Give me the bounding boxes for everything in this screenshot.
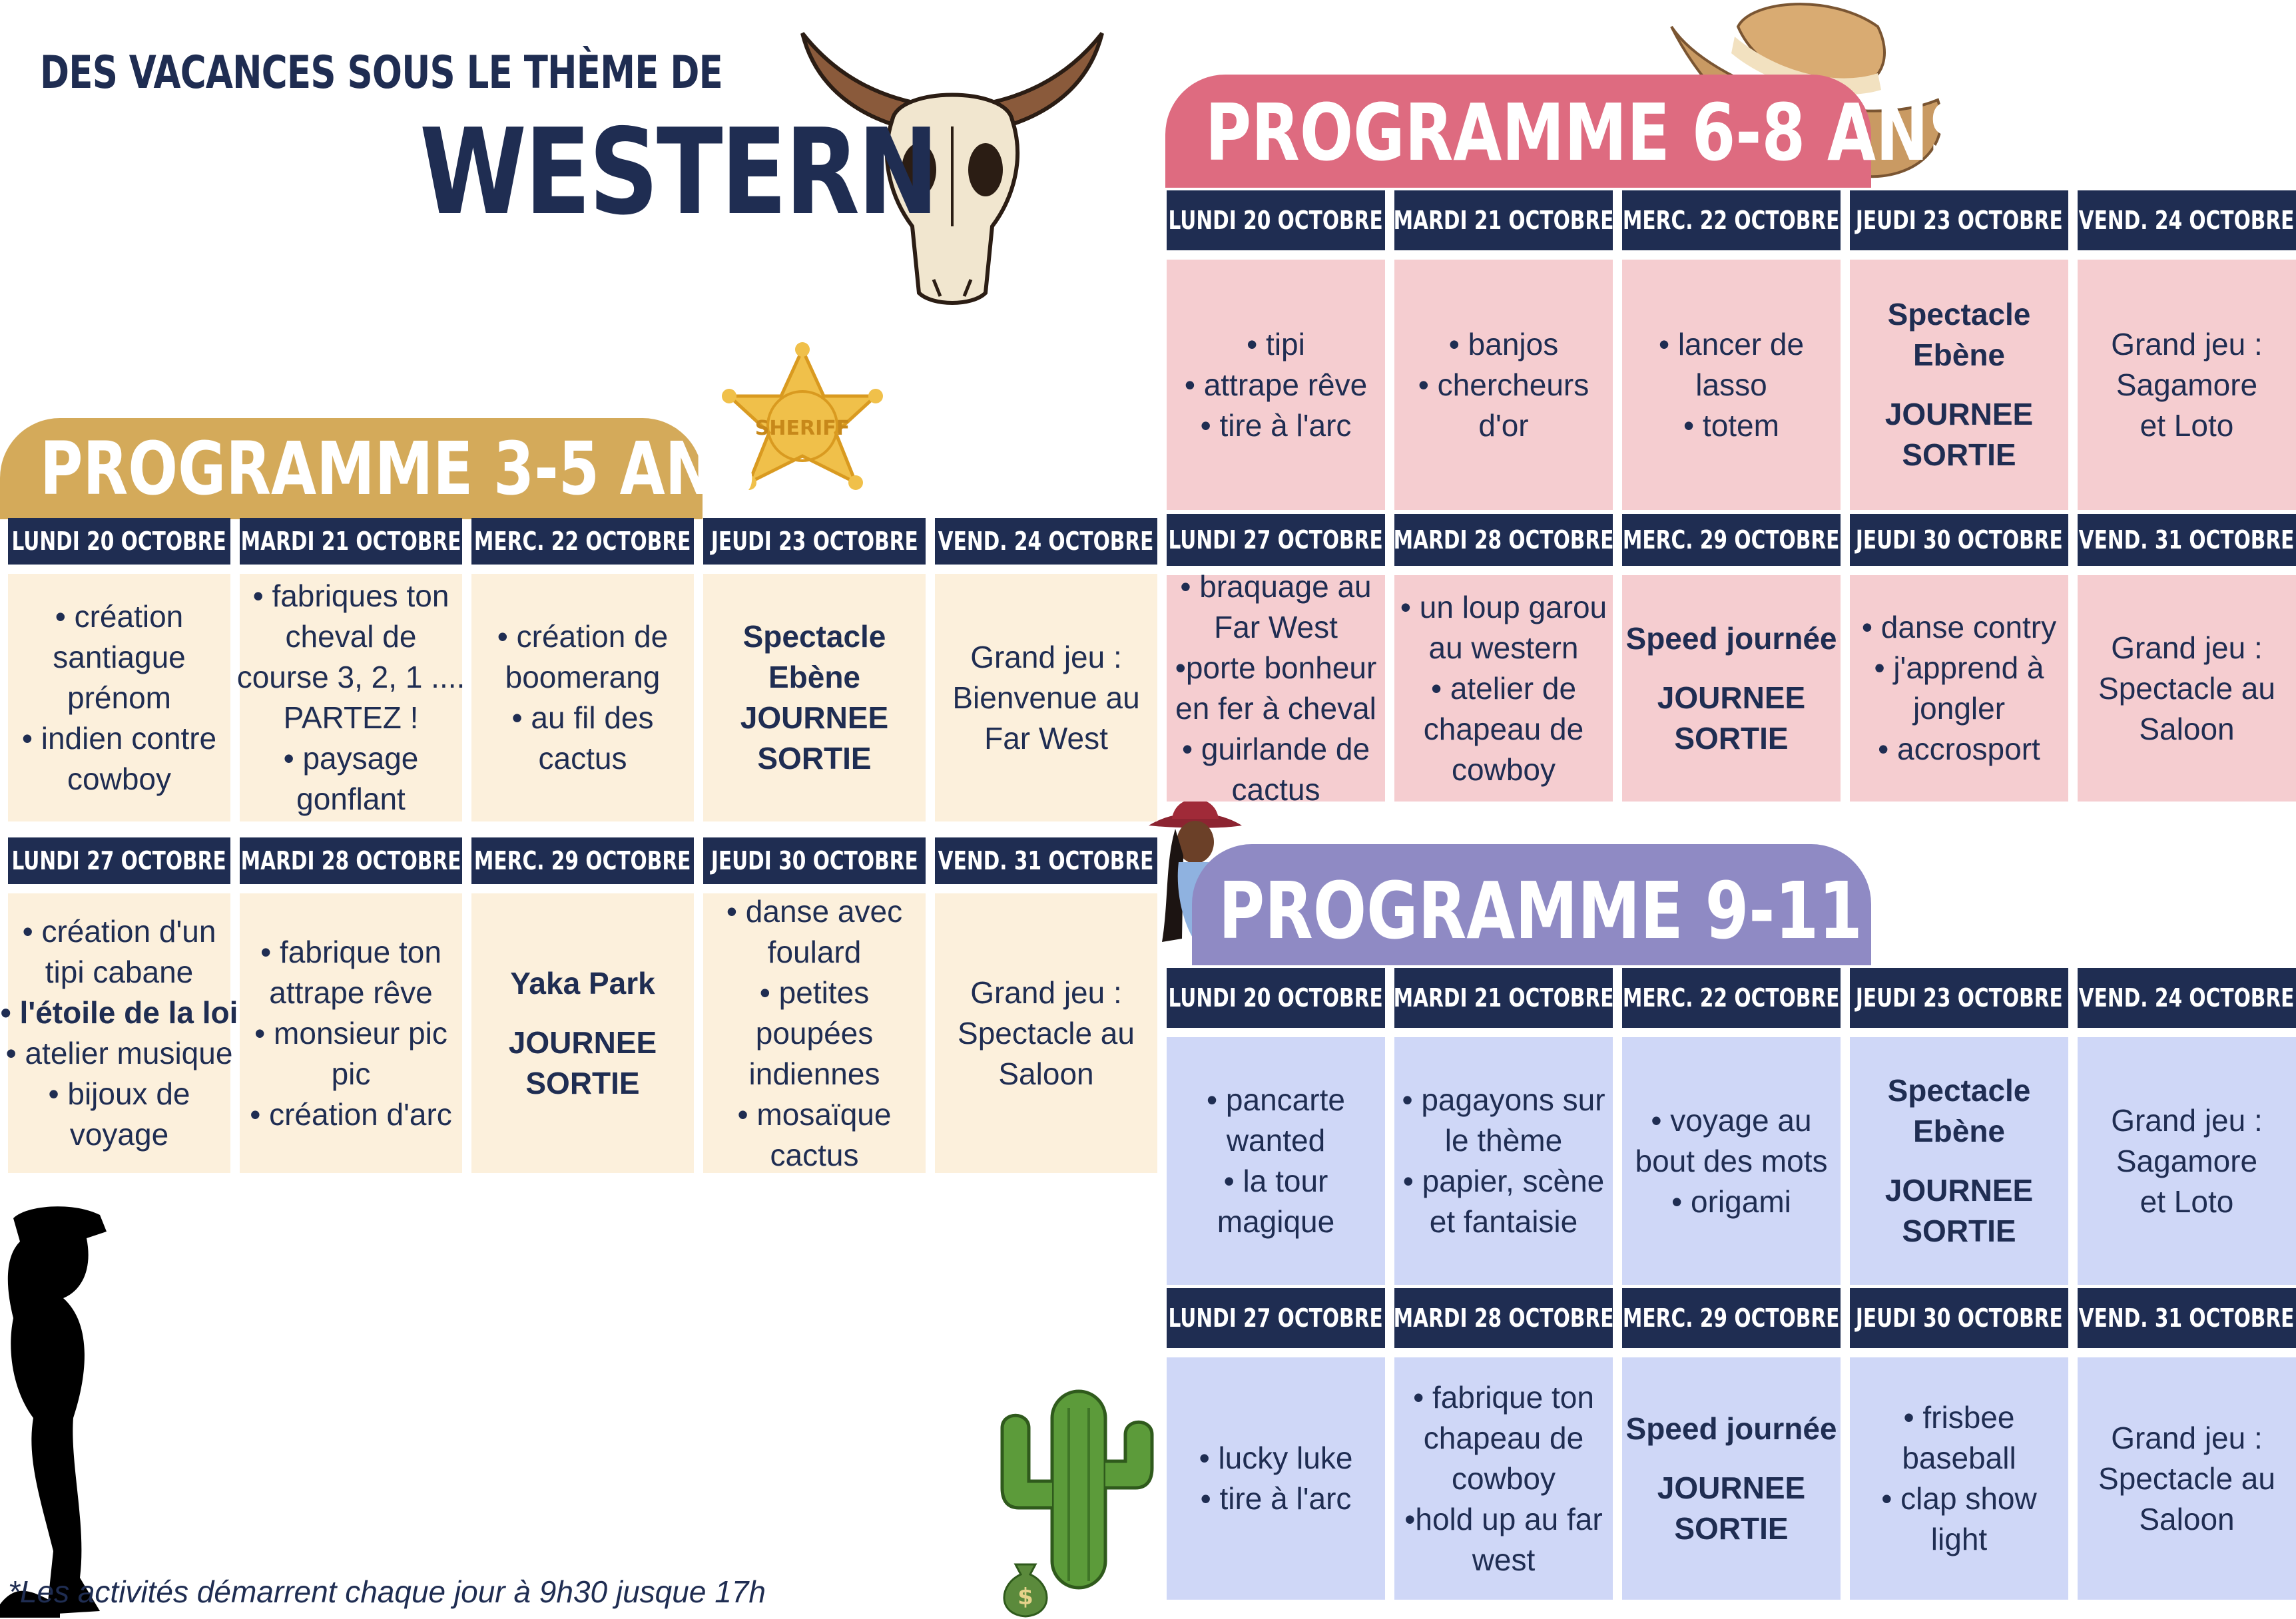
activity-cell <box>1167 1037 1385 1285</box>
activity-line: Yaka Park <box>510 965 655 1001</box>
activity-line: • origami <box>1671 1184 1791 1219</box>
day-header-label: MARDI 28 OCTOBRE <box>1393 525 1614 555</box>
day-header <box>1622 514 1841 566</box>
activity-line: foulard <box>767 934 862 969</box>
activity-line: JOURNEE <box>1884 397 2034 431</box>
activity-cell <box>1394 260 1613 510</box>
activity-line: PARTEZ ! <box>283 700 419 735</box>
activity-line: chapeau de <box>1423 1420 1584 1455</box>
activity-cell <box>1167 569 1385 807</box>
program-3-5-title: PROGRAMME 3-5 ANS <box>40 426 756 511</box>
activity-cell <box>1622 1037 1841 1285</box>
activity-cell <box>2078 260 2296 510</box>
activity-line: JOURNEE <box>1657 1470 1806 1505</box>
day-header <box>1167 1288 1385 1348</box>
day-header <box>2078 968 2296 1028</box>
activity-line: • l'étoile de la loi <box>0 995 238 1030</box>
day-header <box>1394 514 1613 566</box>
day-header <box>240 518 462 565</box>
day-header <box>1394 1288 1613 1348</box>
activity-line: • création <box>55 598 184 634</box>
day-header-label: VEND. 31 OCTOBRE <box>938 846 1154 875</box>
day-header <box>2078 190 2296 250</box>
activity-cell <box>1850 575 2068 802</box>
activity-line: Grand jeu : <box>2111 630 2263 665</box>
day-header <box>240 837 462 884</box>
activity-line: indiennes <box>748 1056 880 1091</box>
day-header-label: LUNDI 27 OCTOBRE <box>1168 525 1384 555</box>
activity-line: • frisbee <box>1903 1400 2015 1435</box>
activity-line: Grand jeu : <box>2111 326 2263 361</box>
activity-cell <box>703 893 926 1173</box>
day-header-label: MARDI 21 OCTOBRE <box>1393 206 1614 235</box>
activity-line: • au fil des <box>511 700 654 735</box>
activity-line: •porte bonheur <box>1175 650 1377 685</box>
activity-line: • attrape rêve <box>1184 367 1368 402</box>
schedule-3-5-week2 <box>0 837 1157 1173</box>
activity-cell <box>471 574 694 821</box>
activity-line: cowboy <box>1452 752 1556 787</box>
activity-line: SORTIE <box>1674 1510 1789 1546</box>
activity-line: le thème <box>1444 1123 1563 1158</box>
day-header-label: MERC. 29 OCTOBRE <box>1623 525 1840 555</box>
day-header <box>471 837 694 884</box>
activity-line: boomerang <box>505 660 661 694</box>
activity-line: Spectacle <box>742 619 886 654</box>
day-header <box>935 837 1157 884</box>
schedule-6-8-week2 <box>1167 514 2296 807</box>
activity-line: cactus <box>1231 772 1320 807</box>
day-header-label: MERC. 22 OCTOBRE <box>1623 206 1840 235</box>
day-header-label: JEUDI 23 OCTOBRE <box>1855 206 2063 235</box>
activity-line: Spectacle <box>1887 297 2031 332</box>
activity-line: • un loup garou <box>1400 589 1607 624</box>
activity-cell <box>1622 260 1841 510</box>
day-header-label: JEUDI 30 OCTOBRE <box>1855 525 2063 555</box>
day-header <box>1850 190 2068 250</box>
day-header <box>1394 190 1613 250</box>
activity-line: tipi cabane <box>45 955 194 989</box>
activity-line: • papier, scène <box>1402 1164 1605 1198</box>
activity-line: • fabrique ton <box>260 934 441 969</box>
activity-line: JOURNEE <box>1884 1173 2034 1208</box>
activity-line: • création d'arc <box>250 1096 452 1132</box>
activity-line: santiague <box>53 639 186 674</box>
activity-line: et fantaisie <box>1429 1204 1578 1239</box>
activity-line: • tipi <box>1247 326 1305 361</box>
activity-line: chapeau de <box>1423 711 1584 746</box>
day-header-label: JEUDI 23 OCTOBRE <box>711 527 918 556</box>
activity-line: Spectacle au <box>958 1015 1135 1050</box>
activity-line: • banjos <box>1448 326 1559 361</box>
footnote: *Les activités démarrent chaque jour à 9h30 jusque 17h <box>8 1574 766 1609</box>
activity-line: SORTIE <box>1674 720 1789 756</box>
day-header <box>1850 1288 2068 1348</box>
day-header <box>1850 968 2068 1028</box>
day-header <box>1622 1288 1841 1348</box>
program-6-8-tab <box>1165 75 1974 188</box>
activity-cell <box>1622 575 1841 802</box>
activity-line: • paysage <box>283 741 419 776</box>
activity-line: Ebène <box>1912 1114 2006 1148</box>
day-header-label: VEND. 24 OCTOBRE <box>2079 206 2295 235</box>
day-header <box>471 518 694 565</box>
activity-line: • atelier musique <box>5 1036 233 1070</box>
activity-line: JOURNEE <box>740 700 889 735</box>
activity-line: cheval de <box>285 619 417 654</box>
day-header-label: LUNDI 20 OCTOBRE <box>1168 206 1384 235</box>
activity-cell <box>2078 1037 2296 1285</box>
sheriff-badge-text: SHERIFF <box>754 417 850 440</box>
activity-line: • tire à l'arc <box>1200 1481 1352 1516</box>
activity-line: • monsieur pic <box>254 1015 447 1050</box>
activity-cell <box>1394 575 1613 802</box>
program-9-11-tab <box>1192 844 2031 965</box>
activity-line: • guirlande de <box>1181 732 1370 766</box>
activity-line: cactus <box>538 741 627 776</box>
activity-line: Grand jeu : <box>2111 1420 2263 1455</box>
activity-line: • clap show <box>1881 1481 2037 1516</box>
activity-line: Saloon <box>998 1056 1094 1091</box>
activity-line: • création d'un <box>22 914 216 949</box>
activity-line: • indien contre <box>21 720 217 756</box>
activity-line: Ebène <box>1912 338 2006 372</box>
activity-cell <box>2078 575 2296 802</box>
day-header-label: JEUDI 23 OCTOBRE <box>1855 983 2063 1013</box>
activity-line: Sagamore <box>2116 1143 2258 1178</box>
activity-cell <box>935 893 1157 1173</box>
activity-line: voyage <box>69 1117 169 1152</box>
day-header-label: LUNDI 20 OCTOBRE <box>1168 983 1384 1013</box>
activity-line: lasso <box>1695 367 1767 402</box>
activity-line: Speed journée <box>1625 1411 1837 1446</box>
activity-line: • tire à l'arc <box>1200 407 1352 443</box>
activity-line: • voyage au <box>1651 1102 1812 1138</box>
activity-line: SORTIE <box>525 1065 640 1100</box>
activity-line: SORTIE <box>1902 1214 2016 1248</box>
activity-line: Speed journée <box>1625 620 1837 656</box>
activity-line: poupées <box>755 1015 874 1050</box>
activity-line: • lucky luke <box>1199 1441 1353 1475</box>
schedule-6-8-week1 <box>1167 190 2296 510</box>
activity-line: • fabrique ton <box>1413 1379 1594 1415</box>
activity-line: bout des mots <box>1635 1143 1828 1178</box>
activity-line: Saloon <box>2139 711 2235 746</box>
activity-line: • petites <box>759 975 870 1010</box>
activity-line: et Loto <box>2140 1184 2234 1219</box>
schedule-9-11-week1 <box>1167 968 2296 1285</box>
day-header <box>1394 968 1613 1028</box>
activity-line: • mosaïque <box>737 1096 892 1132</box>
day-header-label: MERC. 22 OCTOBRE <box>1623 983 1840 1013</box>
activity-cell <box>1394 1037 1613 1285</box>
day-header-label: MARDI 28 OCTOBRE <box>1393 1303 1614 1333</box>
activity-line: • pancarte <box>1207 1082 1345 1117</box>
activity-line: Spectacle <box>1887 1073 2031 1108</box>
activity-line: • création de <box>497 619 669 654</box>
day-header <box>8 837 230 884</box>
activity-line: prénom <box>67 680 171 715</box>
activity-cell <box>1167 1357 1385 1600</box>
day-header <box>703 837 926 884</box>
day-header-label: LUNDI 27 OCTOBRE <box>1168 1303 1384 1333</box>
activity-line: • accrosport <box>1878 732 2040 766</box>
program-3-5-tab <box>0 418 756 519</box>
schedule-3-5-week1 <box>8 518 1157 821</box>
activity-line: • fabriques ton <box>252 578 449 613</box>
activity-line: pic <box>331 1056 371 1091</box>
day-header <box>1850 514 2068 566</box>
svg-text:$: $ <box>1017 1584 1033 1610</box>
day-header-label: MARDI 21 OCTOBRE <box>1393 983 1614 1013</box>
activity-line: Ebène <box>768 660 861 694</box>
day-header <box>1622 190 1841 250</box>
activity-line: Bienvenue au <box>952 680 1140 715</box>
day-header <box>1167 968 1385 1028</box>
activity-cell <box>1850 1037 2068 1285</box>
activity-line: SORTIE <box>757 741 872 776</box>
day-header <box>1167 190 1385 250</box>
day-header <box>935 518 1157 565</box>
activity-line: cowboy <box>1452 1461 1556 1496</box>
activity-line: Far West <box>1214 610 1338 644</box>
day-header <box>2078 514 2296 566</box>
activity-line: magique <box>1217 1204 1335 1239</box>
activity-line: Saloon <box>2139 1501 2235 1536</box>
day-header <box>2078 1288 2296 1348</box>
activity-line: west <box>1472 1542 1536 1577</box>
activity-line: Spectacle au <box>2098 670 2275 706</box>
cowboy-silhouette-icon <box>0 1178 133 1618</box>
activity-line: • totem <box>1683 407 1779 443</box>
day-header-label: MARDI 21 OCTOBRE <box>240 527 461 556</box>
activity-line: • bijoux de <box>48 1076 190 1111</box>
activity-cell <box>0 893 238 1173</box>
activity-line: • braquage au <box>1180 569 1372 604</box>
day-header-label: JEUDI 30 OCTOBRE <box>711 846 918 875</box>
day-header-label: VEND. 24 OCTOBRE <box>938 527 1154 556</box>
activity-line: wanted <box>1226 1123 1326 1158</box>
activity-line: Far West <box>984 720 1108 756</box>
activity-line: Grand jeu : <box>970 639 1122 674</box>
activity-line: cactus <box>770 1137 859 1172</box>
activity-line: • la tour <box>1223 1164 1328 1198</box>
day-header <box>1167 514 1385 566</box>
activity-cell <box>703 574 926 821</box>
day-header-label: LUNDI 27 OCTOBRE <box>11 846 227 875</box>
activity-line: Grand jeu : <box>2111 1102 2263 1138</box>
activity-cell <box>471 893 694 1173</box>
activity-line: au western <box>1428 630 1579 665</box>
activity-line: baseball <box>1902 1441 2016 1475</box>
activity-line: en fer à cheval <box>1175 691 1376 726</box>
day-header-label: MERC. 29 OCTOBRE <box>474 846 691 875</box>
activity-cell <box>1167 260 1385 510</box>
day-header <box>703 518 926 565</box>
day-header-label: VEND. 24 OCTOBRE <box>2079 983 2295 1013</box>
program-6-8-title: PROGRAMME 6-8 ANS <box>1205 87 1974 178</box>
page-subtitle: DES VACANCES SOUS LE THÈME DE <box>40 47 723 99</box>
page-title: WESTERN <box>420 103 937 241</box>
schedule-9-11-week2 <box>1167 1288 2296 1600</box>
day-header-label: JEUDI 30 OCTOBRE <box>1855 1303 2063 1333</box>
activity-line: • danse avec <box>726 893 903 929</box>
day-header <box>8 518 230 565</box>
activity-line: gonflant <box>296 782 406 816</box>
day-header-label: MARDI 28 OCTOBRE <box>240 846 461 875</box>
activity-line: • lancer de <box>1658 326 1805 361</box>
activity-line: JOURNEE <box>1657 680 1806 715</box>
activity-cell <box>236 574 465 821</box>
activity-line: jongler <box>1912 691 2006 726</box>
activity-line: light <box>1930 1522 1988 1556</box>
activity-line: • danse contry <box>1861 610 2057 644</box>
activity-line: • atelier de <box>1430 670 1577 706</box>
activity-line: et Loto <box>2140 407 2234 443</box>
activity-line: • pagayons sur <box>1402 1082 1605 1117</box>
activity-cell <box>8 574 230 821</box>
activity-line: • j'apprend à <box>1874 650 2044 685</box>
activity-line: Spectacle au <box>2098 1461 2275 1496</box>
day-header-label: LUNDI 20 OCTOBRE <box>11 527 227 556</box>
day-header-label: VEND. 31 OCTOBRE <box>2079 1303 2295 1333</box>
activity-line: Grand jeu : <box>970 975 1122 1010</box>
day-header-label: MERC. 22 OCTOBRE <box>474 527 691 556</box>
activity-cell <box>1850 1357 2068 1600</box>
activity-cell <box>935 574 1157 821</box>
money-bag-icon <box>996 1551 1055 1618</box>
activity-cell <box>2078 1357 2296 1600</box>
activity-cell <box>1622 1357 1841 1600</box>
activity-line: course 3, 2, 1 .... <box>236 660 465 694</box>
day-header-label: MERC. 29 OCTOBRE <box>1623 1303 1840 1333</box>
day-header <box>1622 968 1841 1028</box>
activity-line: SORTIE <box>1902 437 2016 472</box>
activity-line: d'or <box>1478 407 1529 443</box>
activity-line: • chercheurs <box>1418 367 1589 402</box>
activity-cell <box>1850 260 2068 510</box>
activity-cell <box>1394 1357 1613 1600</box>
activity-line: JOURNEE <box>508 1025 657 1060</box>
program-9-11-title: PROGRAMME 9-11 ANS <box>1219 865 2031 957</box>
activity-cell <box>240 893 462 1173</box>
day-header-label: VEND. 31 OCTOBRE <box>2079 525 2295 555</box>
activity-line: cowboy <box>67 761 171 796</box>
activity-line: Sagamore <box>2116 367 2258 402</box>
activity-line: •hold up au far <box>1404 1501 1603 1536</box>
activity-line: attrape rêve <box>269 975 433 1010</box>
